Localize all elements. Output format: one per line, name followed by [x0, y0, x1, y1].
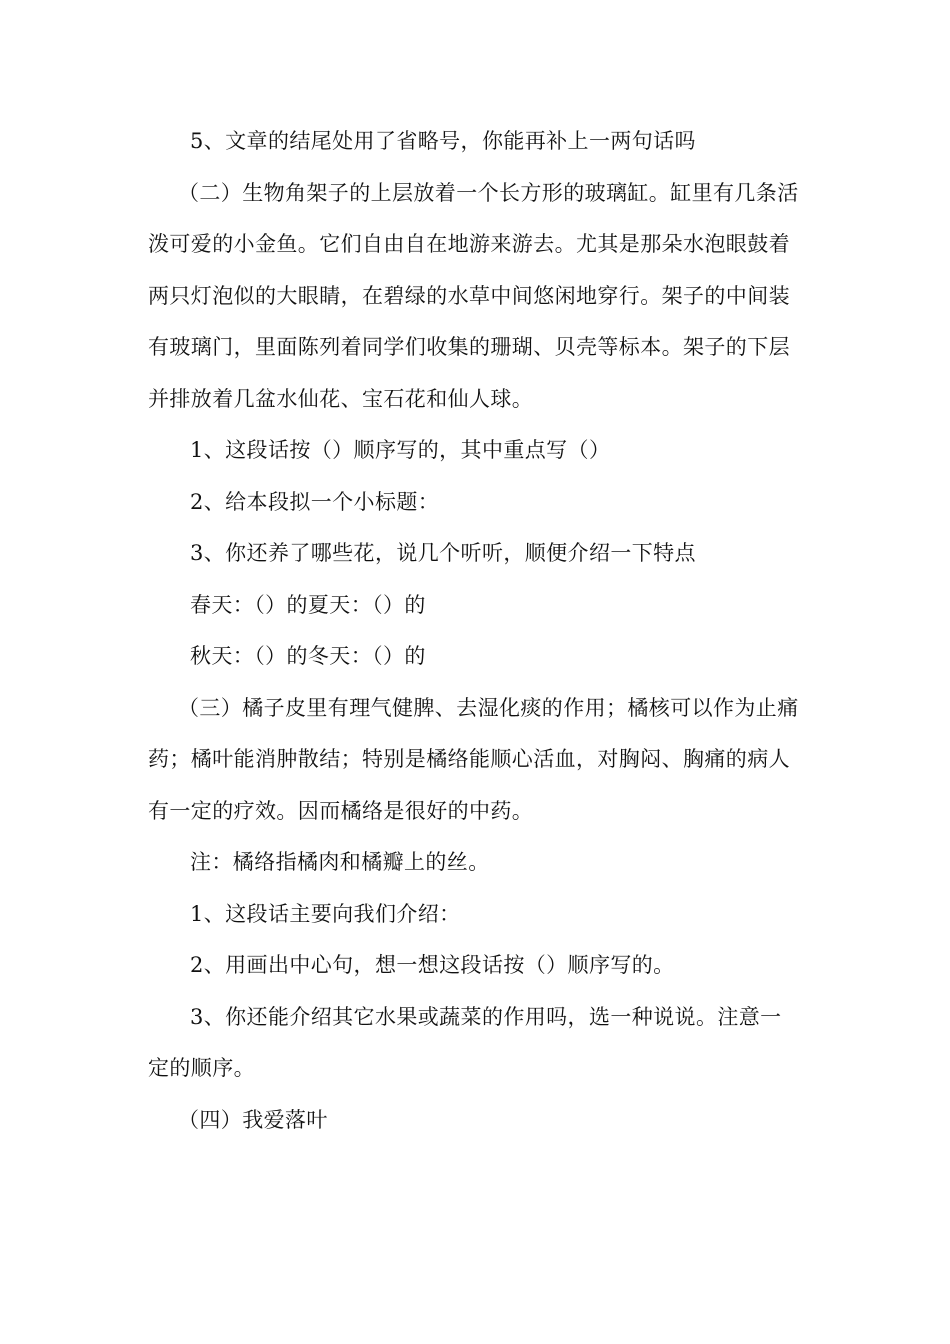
question-2-3: 3、你还养了哪些花，说几个听听，顺便介绍一下特点 — [190, 541, 696, 565]
fill-autumn-winter: 秋天：（）的冬天：（）的 — [190, 644, 426, 668]
question-3-2: 2、用画出中心句，想一想这段话按（）顺序写的。 — [190, 953, 675, 977]
question-2-1: 1、这段话按（）顺序写的，其中重点写（） — [190, 438, 611, 462]
question-2-2: 2、给本段拟一个小标题： — [190, 489, 440, 514]
question-3-1: 1、这段话主要向我们介绍： — [190, 901, 461, 926]
fill-spring-summer: 春天：（）的夏天：（）的 — [190, 592, 426, 617]
note: 注：橘络指橘肉和橘瓣上的丝。 — [190, 850, 490, 874]
passage-2: （二）生物角架子的上层放着一个长方形的玻璃缸。缸里有几条活泼可爱的小金鱼。它们自由自在地游来游去。尤其是那朵水泡眼鼓着两只灯泡似的大眼睛，在碧绿的水草中间悠闲地穿行。架子的中间装有玻璃门，里面陈列着同学们收集的珊瑚、贝壳等标本。架子的下层并排放着几盆水仙花、宝石花和仙人球。 — [148, 180, 799, 411]
question-3-3: 3、你还能介绍其它水果或蔬菜的作用吗，选一种说说。注意一定的顺序。 — [148, 1004, 782, 1080]
document-body — [148, 116, 802, 1146]
passage-3: （三）橘子皮里有理气健脾、去湿化痰的作用；橘核可以作为止痛药；橘叶能消肿散结；特别是橘络能顺心活血，对胸闷、胸痛的病人有一定的疗效。因而橘络是很好的中药。 — [148, 695, 799, 823]
section-4-title: （四）我爱落叶 — [178, 1107, 328, 1132]
question-5: 5、文章的结尾处用了省略号，你能再补上一两句话吗 — [190, 129, 696, 153]
